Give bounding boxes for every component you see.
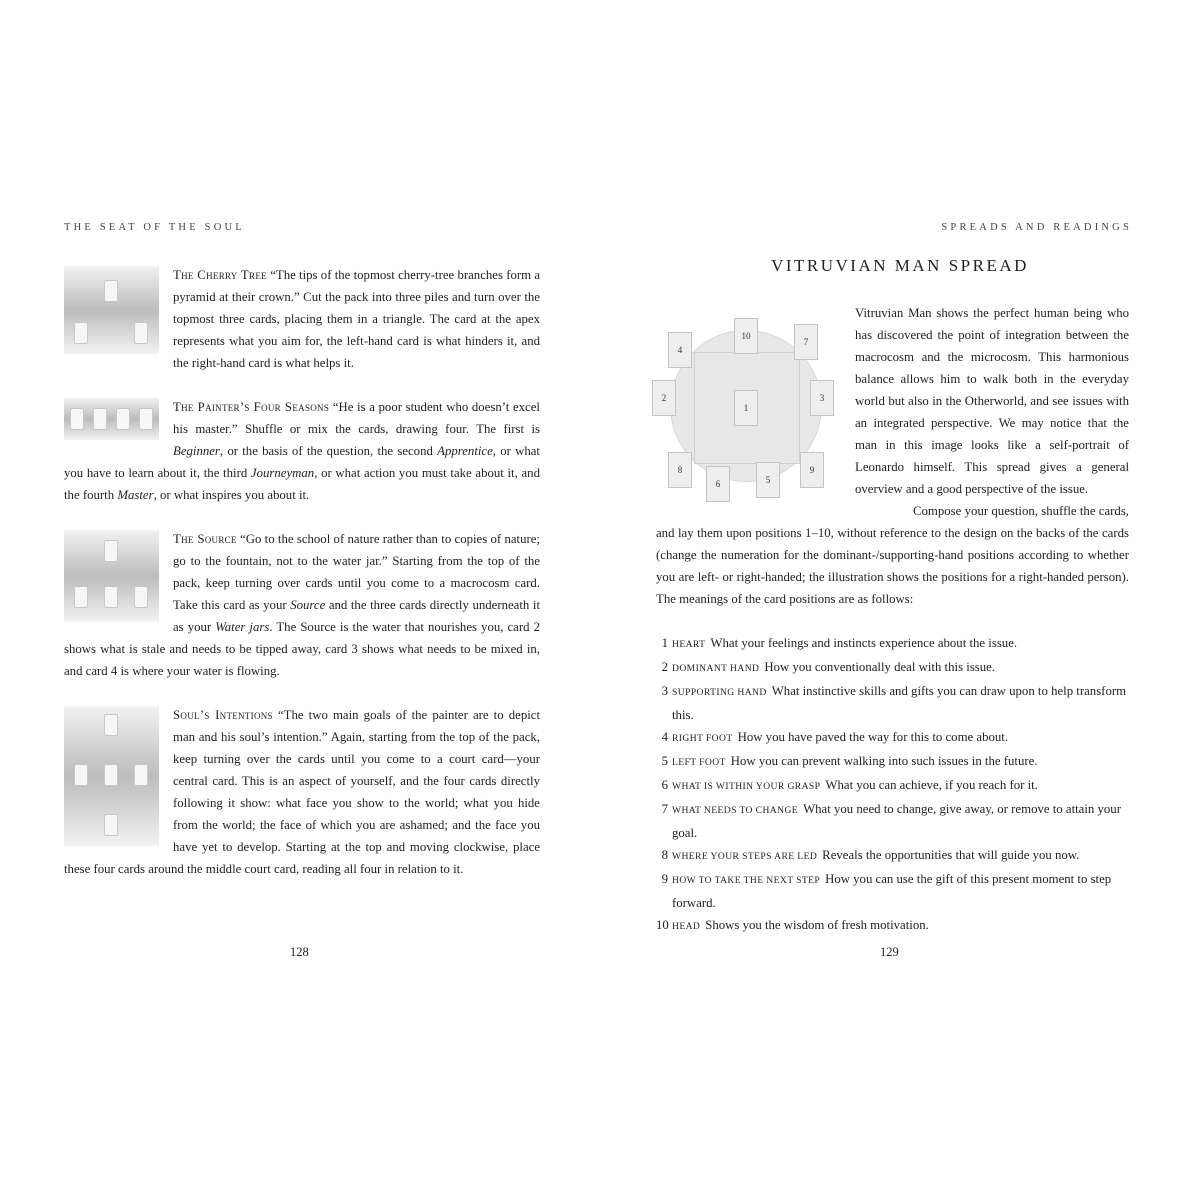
position-card-6: 6 xyxy=(706,466,730,502)
position-text: How you can use the gift of this present moment to step forward. xyxy=(672,872,1112,910)
spread-term: Master xyxy=(117,488,154,502)
position-text: What you can achieve, if you reach for it. xyxy=(825,778,1038,792)
position-card-8: 8 xyxy=(668,452,692,488)
running-head-right: SPREADS AND READINGS xyxy=(941,222,1132,233)
spread-card xyxy=(74,322,88,344)
right-page xyxy=(600,0,1200,1200)
position-number: 1 xyxy=(661,636,668,650)
list-item xyxy=(656,680,1134,726)
position-card-4: 4 xyxy=(668,332,692,368)
spread-card xyxy=(116,408,130,430)
list-item xyxy=(656,632,1134,656)
spread-souls-intentions xyxy=(64,704,540,880)
position-text: Reveals the opportunities that will guide you now. xyxy=(822,848,1080,862)
spread-term: Apprentice xyxy=(437,444,493,458)
spread-text: , or what inspires you about it. xyxy=(153,488,310,502)
position-text: What you need to change, give away, or remove to attain your goal. xyxy=(672,802,1121,840)
position-label: WHERE YOUR STEPS ARE LED xyxy=(672,851,818,862)
position-text: What instinctive skills and gifts you can draw upon to help transform this. xyxy=(672,684,1127,722)
position-label: DOMINANT HAND xyxy=(672,663,760,674)
four-seasons-diagram xyxy=(64,398,159,440)
source-diagram xyxy=(64,530,159,622)
intro-paragraph: Vitruvian Man shows the perfect human being who has discovered the point of integration between the macrocosm and the microcosm. This harmonious balance allows him to walk both in the everyday world but also in the Otherworld, and see issues with an integrated perspective. We may notice that the man in this image looks like a self-portrait of Leonardo himself. This spread gives a general overview and a good perspective of the issue. xyxy=(855,306,1129,496)
spread-text: “The two main goals of the painter are to depict man and his soul’s intention.” Again, starting from the top of the pack, keep turning over the cards until you come to a court card—your central card. This is an aspect of yourself, and the four cards directly following it show: what face you show to the world; what you hide from the world; the face of which you are ashamed; and the face you have yet to develop. Starting at the top and moving clockwise, place these four cards around the middle court card, reading all four in relation to it. xyxy=(64,708,541,876)
position-text: How you can prevent walking into such issues in the future. xyxy=(730,754,1038,768)
spread-text: , or what action you must take about it, and the fourth xyxy=(64,466,540,502)
spread-card xyxy=(104,586,118,608)
spread-heading: The Source xyxy=(173,532,237,546)
position-label: HOW TO TAKE THE NEXT STEP xyxy=(672,875,821,886)
position-card-5: 5 xyxy=(756,462,780,498)
list-item xyxy=(656,726,1134,750)
spread-card xyxy=(139,408,153,430)
spread-card xyxy=(134,322,148,344)
spread-card xyxy=(104,540,118,562)
instructions-paragraph xyxy=(656,500,1129,610)
position-number: 4 xyxy=(661,730,668,744)
list-item xyxy=(656,656,1134,680)
spread-card xyxy=(104,714,118,736)
instructions-text: Compose your question, shuffle the cards, and lay them upon positions 1–10, without reference to the design on the backs of the cards (change the numeration for the dominant-/supporting-hand positions according to whether you are left- or right-handed; the illustration shows the positions for a right-handed person). The meanings of the card positions are as follows: xyxy=(656,504,1129,606)
spread-card xyxy=(104,764,118,786)
position-card-7: 7 xyxy=(794,324,818,360)
list-item xyxy=(656,750,1134,774)
souls-intentions-diagram xyxy=(64,706,159,846)
position-number: 10 xyxy=(656,918,669,932)
position-label: HEART xyxy=(672,639,706,650)
position-label: WHAT IS WITHIN YOUR GRASP xyxy=(672,781,821,792)
position-number: 7 xyxy=(661,802,668,816)
position-label: SUPPORTING HAND xyxy=(672,687,767,698)
spread-heading: The Cherry Tree xyxy=(173,268,267,282)
position-number: 3 xyxy=(661,684,668,698)
position-label: LEFT FOOT xyxy=(672,757,726,768)
spread-text: , or what you have to learn about it, the third xyxy=(64,444,540,480)
spread-card xyxy=(93,408,107,430)
position-card-9: 9 xyxy=(800,452,824,488)
spread-card xyxy=(74,586,88,608)
spread-text: , or the basis of the question, the second xyxy=(219,444,433,458)
list-item xyxy=(656,914,1134,938)
list-item xyxy=(656,774,1134,798)
spread-the-source xyxy=(64,528,540,682)
vitruvian-man-diagram xyxy=(652,318,842,503)
page-number-left: 128 xyxy=(290,945,309,959)
spread-four-seasons xyxy=(64,396,540,506)
position-card-1: 1 xyxy=(734,390,758,426)
cherry-tree-diagram xyxy=(64,266,159,354)
page-number-right: 129 xyxy=(880,945,899,959)
running-head-left: THE SEAT OF THE SOUL xyxy=(64,222,245,233)
spread-text: “He is a poor student who doesn’t excel his master.” Shuffle or mix the cards, drawing four. The first is xyxy=(173,400,540,436)
position-label: HEAD xyxy=(672,921,701,932)
position-card-2: 2 xyxy=(652,380,676,416)
spread-card xyxy=(134,586,148,608)
spread-heading: Soul’s Intentions xyxy=(173,708,273,722)
spread-term: Beginner xyxy=(173,444,220,458)
position-number: 2 xyxy=(661,660,668,674)
spread-text: “The tips of the topmost cherry-tree branches form a pyramid at their crown.” Cut the pack into three piles and turn over the topmost three cards, placing them in a triangle. The card at the apex represents what you aim for, the left-hand card is what hinders it, and the right-hand card is what helps it. xyxy=(173,268,541,370)
position-list xyxy=(656,632,1134,938)
spread-text: “Go to the school of nature rather than to copies of nature; go to the fountain, not to the water jar.” Starting from the top of the pack, keep turning over cards until you come to a macrocosm card. Take this card as your xyxy=(173,532,540,612)
spread-card xyxy=(104,814,118,836)
spread-text: . The Source is the water that nourishes you, card 2 shows what is stale and needs to be tipped away, card 3 shows what needs to be mixed in, and card 4 is where your water is flowing. xyxy=(64,620,540,678)
position-label: RIGHT FOOT xyxy=(672,733,733,744)
page-title: VITRUVIAN MAN SPREAD xyxy=(771,256,1029,275)
spread-card xyxy=(70,408,84,430)
list-item xyxy=(656,844,1134,868)
position-text: Shows you the wisdom of fresh motivation. xyxy=(705,918,929,932)
spread-term: Journeyman xyxy=(250,466,315,480)
position-text: How you conventionally deal with this issue. xyxy=(764,660,996,674)
list-item xyxy=(656,868,1134,914)
spread-card xyxy=(104,280,118,302)
list-item xyxy=(656,798,1134,844)
position-number: 5 xyxy=(661,754,668,768)
position-text: How you have paved the way for this to come about. xyxy=(737,730,1009,744)
spread-heading: The Painter’s Four Seasons xyxy=(173,400,330,414)
position-number: 8 xyxy=(661,848,668,862)
spread-card xyxy=(134,764,148,786)
position-card-10: 10 xyxy=(734,318,758,354)
position-number: 9 xyxy=(661,872,668,886)
position-number: 6 xyxy=(661,778,668,792)
spread-term: Water jars xyxy=(215,620,270,634)
spread-text: and the three cards directly underneath it as your xyxy=(173,598,540,634)
spread-cherry-tree xyxy=(64,264,540,374)
position-text: What your feelings and instincts experience about the issue. xyxy=(710,636,1018,650)
spread-card xyxy=(74,764,88,786)
position-label: WHAT NEEDS TO CHANGE xyxy=(672,805,799,816)
position-card-3: 3 xyxy=(810,380,834,416)
spread-term: Source xyxy=(290,598,326,612)
